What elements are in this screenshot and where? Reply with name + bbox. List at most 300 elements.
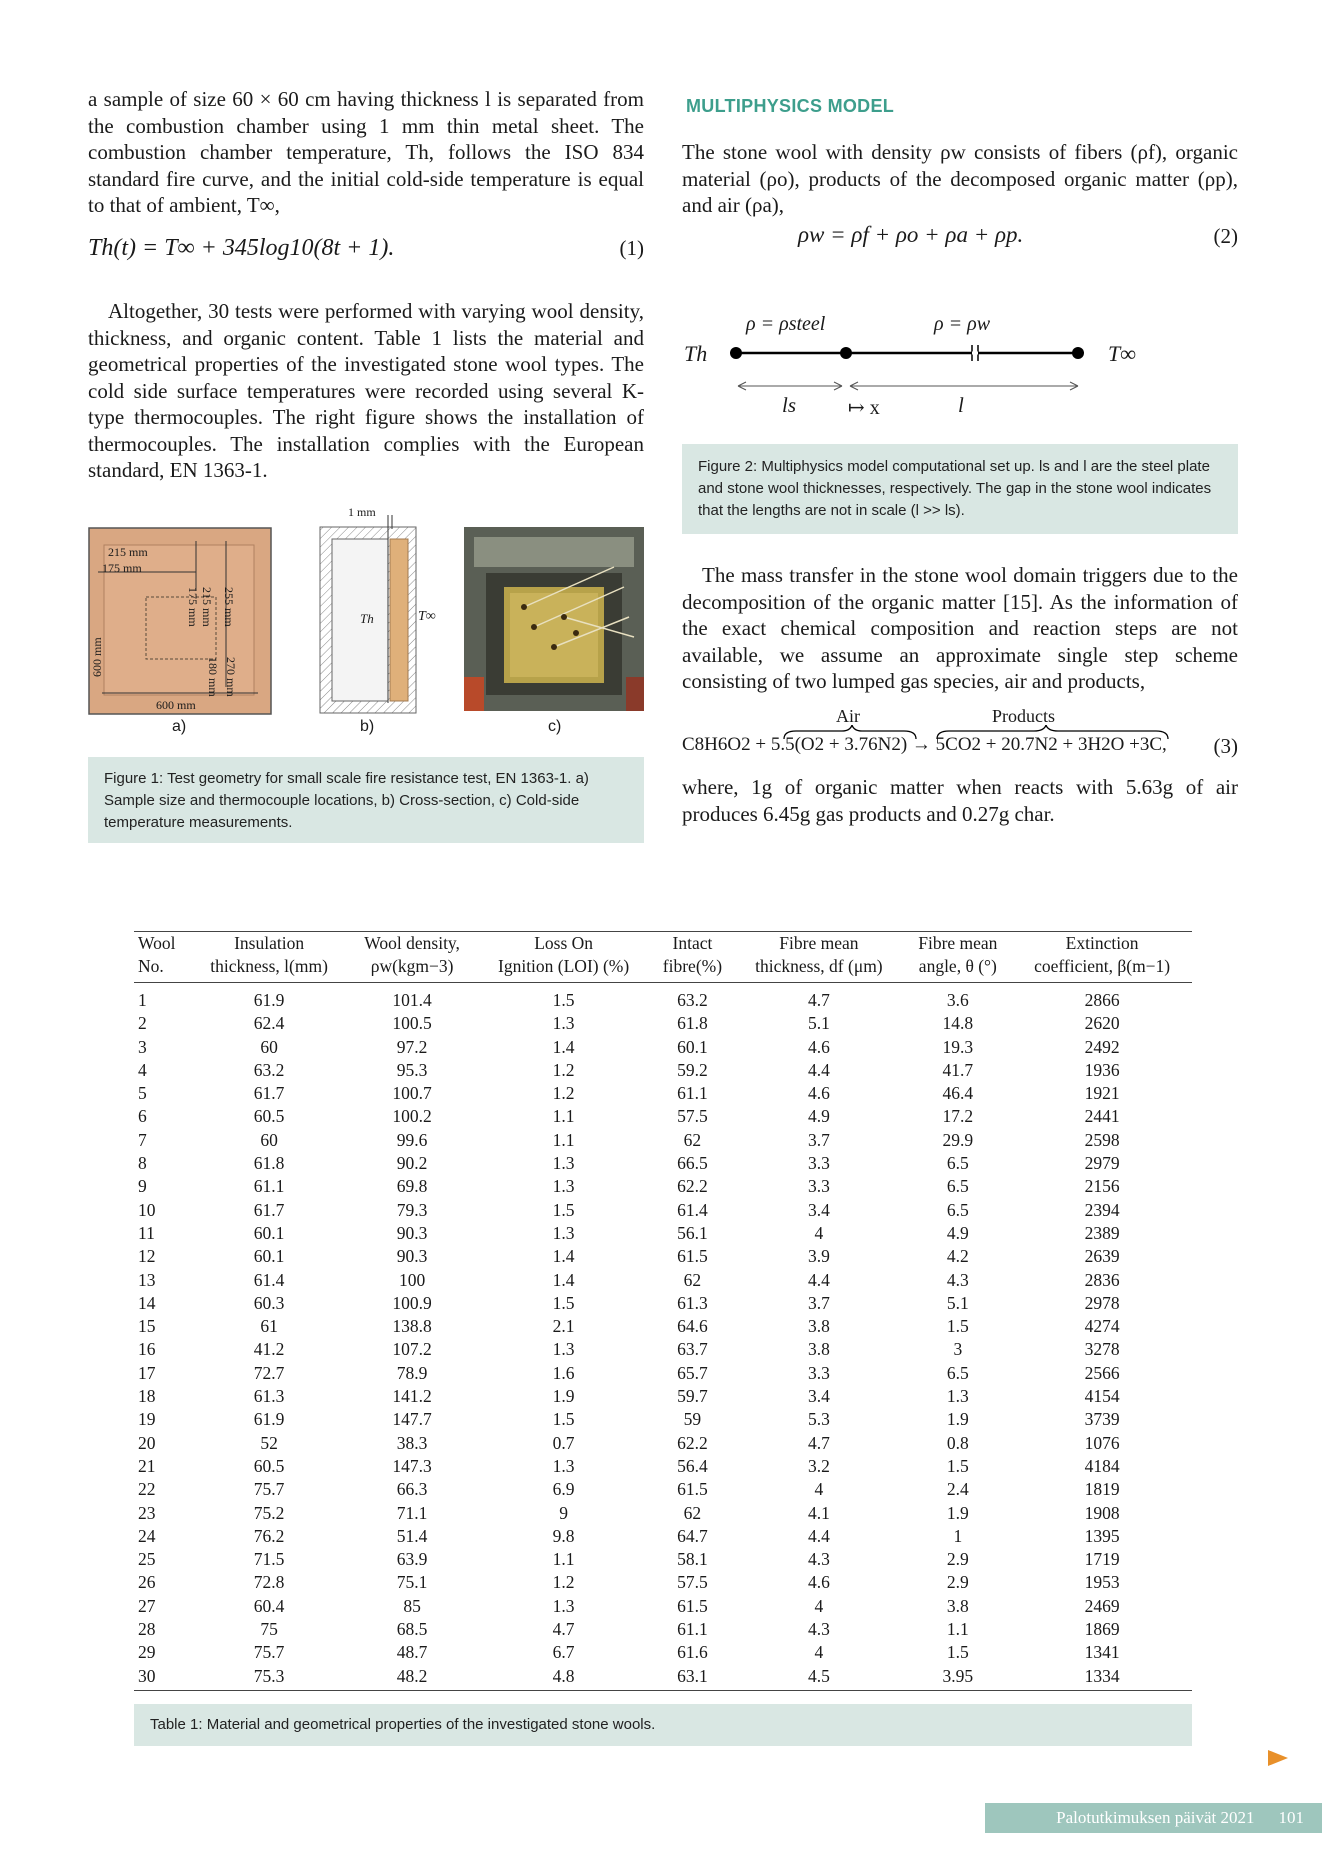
table-cell: 1.6 (552, 1362, 575, 1383)
table-cell: 21 (138, 1455, 156, 1476)
table-cell: 61.6 (677, 1642, 708, 1663)
page-footer (985, 1803, 1322, 1833)
equation-1 (88, 235, 644, 262)
table-cell: 66.5 (677, 1153, 708, 1174)
table-cell: 75.2 (253, 1502, 285, 1523)
table-cell: 1.5 (552, 1409, 575, 1430)
table-cell: 69.8 (396, 1176, 428, 1197)
table-row (134, 1245, 1192, 1268)
fig1a-dim-175-v: 175 mm (186, 587, 200, 627)
table-row (134, 1571, 1192, 1594)
table-cell: 1.5 (552, 1199, 575, 1220)
table-cell: 61.5 (677, 1595, 708, 1616)
properties-table-wrap (134, 931, 1192, 1691)
right-paragraph-2-wrap (682, 562, 1238, 695)
table-cell: 4.9 (807, 1106, 830, 1127)
table-header-cell: Intact (672, 933, 713, 953)
fig1b-th-label: Th (360, 611, 374, 626)
table-cell: 15 (138, 1316, 156, 1337)
table-cell: 65.7 (677, 1362, 708, 1383)
table-cell: 63.2 (253, 1059, 285, 1080)
intro-paragraph: a sample of size 60 × 60 cm having thickness l is separated from the combustion chamber using 1 mm thin metal sheet. The combustion chamber temperature, Th, follows the ISO 834 standard fire curve, and the initial cold-side temperature is equal to that of ambient, T∞, (88, 87, 644, 217)
table-cell: 3 (138, 1036, 147, 1057)
table-cell: 64.7 (677, 1525, 708, 1546)
table-cell: 1.1 (946, 1619, 969, 1640)
equation-3-air-label: Air (836, 706, 860, 726)
table-cell: 61.3 (677, 1292, 708, 1313)
table-cell: 138.8 (392, 1316, 432, 1337)
figure-1c-photo (464, 527, 644, 711)
table-cell: 60.1 (253, 1222, 285, 1243)
table-cell: 8 (138, 1153, 147, 1174)
table-cell: 4.3 (807, 1619, 830, 1640)
table-cell: 4.7 (807, 1432, 830, 1453)
table-cell: 1334 (1084, 1665, 1120, 1686)
table-cell: 61.8 (253, 1153, 285, 1174)
table-cell: 60 (260, 1036, 278, 1057)
table-cell: 1.4 (552, 1036, 575, 1057)
table-cell: 107.2 (392, 1339, 432, 1360)
table-row (134, 1152, 1192, 1175)
table-cell: 62 (683, 1129, 702, 1150)
table-cell: 71.1 (396, 1502, 428, 1523)
table-cell: 1.1 (552, 1129, 575, 1150)
fig1a-dim-600-h: 600 mm (156, 698, 196, 712)
table-cell: 61.9 (253, 990, 285, 1010)
table-cell: 6.7 (552, 1642, 575, 1663)
table-cell: 1953 (1084, 1572, 1120, 1593)
table-cell: 2389 (1084, 1222, 1120, 1243)
footer-journal: Palotutkimuksen päivät 2021 (1056, 1808, 1255, 1827)
table-header-cell: coefficient, β(m−1) (1034, 956, 1171, 976)
table-cell: 3.4 (807, 1199, 830, 1220)
section-heading: MULTIPHYSICS MODEL (686, 96, 895, 116)
table-cell: 27 (138, 1595, 156, 1616)
table-cell: 9.8 (552, 1525, 575, 1546)
table-cell: 6.5 (946, 1176, 969, 1197)
fig1a-dim-175-h: 175 mm (102, 561, 142, 575)
right-paragraph-3-wrap (682, 774, 1238, 827)
table-row (134, 1338, 1192, 1361)
table-cell: 63.2 (677, 990, 708, 1010)
table-cell: 2441 (1084, 1106, 1120, 1127)
table-cell: 59.2 (677, 1059, 708, 1080)
table-row (134, 1362, 1192, 1385)
table-cell: 4.7 (807, 990, 830, 1010)
table-cell: 60.1 (253, 1246, 285, 1267)
table-cell: 6.9 (552, 1479, 575, 1500)
table-cell: 147.3 (392, 1455, 432, 1476)
table-row (134, 1502, 1192, 1525)
table-header-cell: angle, θ (°) (918, 956, 997, 976)
fig1a-dim-180-v: 180 mm (206, 657, 220, 697)
table-cell: 4 (814, 1595, 824, 1616)
table-cell: 4.6 (807, 1572, 830, 1593)
table-cell: 3.9 (807, 1246, 830, 1267)
table-cell: 78.9 (396, 1362, 428, 1383)
table-cell: 52 (260, 1432, 278, 1453)
table-cell: 1.4 (552, 1269, 575, 1290)
table-cell: 62 (683, 1502, 702, 1523)
table-row (134, 1478, 1192, 1501)
fig1a-dim-215-v: 215 mm (200, 587, 214, 627)
table-cell: 0.7 (552, 1432, 575, 1453)
figure-2-caption: Figure 2: Multiphysics model computational set up. ls and l are the steel plate and stone wool thicknesses, respectively. The gap in the stone wool indicates that the lengths are not in scale (l >> ls). (682, 444, 1238, 534)
table-cell: 3.7 (807, 1292, 830, 1313)
equation-1-text: Th(t) = T∞ + 345log10(8t + 1). (88, 235, 395, 261)
table-cell: 4.7 (552, 1619, 575, 1640)
table-cell: 60.5 (253, 1106, 285, 1127)
table-cell: 25 (138, 1549, 156, 1570)
table-cell: 9 (138, 1176, 147, 1197)
table-cell: 63.1 (677, 1665, 708, 1686)
table-cell: 3278 (1084, 1339, 1120, 1360)
table-cell: 1.1 (552, 1106, 575, 1127)
table-cell: 1.3 (552, 1013, 575, 1034)
table-cell: 100.7 (392, 1083, 432, 1104)
figure-2 (682, 305, 1238, 425)
table-row (134, 1315, 1192, 1338)
table-cell: 3739 (1084, 1409, 1120, 1430)
fig2-rho-steel: ρ = ρsteel (746, 313, 826, 335)
table-cell: 2978 (1084, 1292, 1120, 1313)
table-cell: 1.5 (946, 1642, 969, 1663)
table-cell: 71.5 (253, 1549, 285, 1570)
table-header-cell: thickness, l(mm) (210, 956, 328, 976)
table-cell: 3.2 (807, 1455, 830, 1476)
table-cell: 13 (138, 1269, 156, 1290)
table-cell: 17 (138, 1362, 156, 1383)
table-cell: 19.3 (942, 1036, 974, 1057)
table-cell: 3.3 (807, 1362, 830, 1383)
table-row (134, 1082, 1192, 1105)
right-paragraph-1: The stone wool with density ρw consists of fibers (ρf), organic material (ρo), products of the decomposed organic matter (ρp), and air (ρa), (682, 140, 1238, 217)
table-cell: 61.1 (677, 1619, 708, 1640)
table-cell: 4 (814, 1642, 824, 1663)
equation-3-products-label: Products (992, 706, 1055, 726)
table-cell: 85 (403, 1595, 421, 1616)
table-cell: 41.7 (942, 1059, 974, 1080)
table-cell: 2639 (1084, 1246, 1120, 1267)
table-header-cell: Insulation (234, 933, 305, 953)
table-cell: 2492 (1084, 1036, 1120, 1057)
table-cell: 4.5 (807, 1665, 830, 1686)
table-cell: 23 (138, 1502, 156, 1523)
table-header-cell: ρw(kgm−3) (370, 956, 454, 976)
next-page-arrow-icon (1268, 1750, 1288, 1766)
table-cell: 4 (814, 1479, 824, 1500)
table-cell: 1.3 (552, 1176, 575, 1197)
table-cell: 1.5 (946, 1455, 969, 1476)
table-cell: 76.2 (253, 1525, 285, 1546)
table-cell: 6.5 (946, 1153, 969, 1174)
table-cell: 90.3 (396, 1246, 428, 1267)
table-cell: 6.5 (946, 1199, 969, 1220)
table-cell: 29.9 (942, 1129, 974, 1150)
table-cell: 48.7 (396, 1642, 428, 1663)
fig1b-1mm-label: 1 mm (348, 505, 376, 519)
table-cell: 75.1 (396, 1572, 428, 1593)
table-cell: 4274 (1084, 1316, 1120, 1337)
table-cell: 58.1 (677, 1549, 708, 1570)
table-cell: 3.8 (807, 1339, 830, 1360)
table-cell: 0.8 (946, 1432, 969, 1453)
table-cell: 60.5 (253, 1455, 285, 1476)
table-cell: 1.1 (552, 1549, 575, 1570)
table-cell: 62.2 (677, 1432, 708, 1453)
table-cell: 11 (138, 1222, 155, 1243)
table-cell: 14 (138, 1292, 156, 1313)
table-row (134, 1525, 1192, 1548)
table-cell: 1.3 (946, 1386, 969, 1407)
table-cell: 17.2 (942, 1106, 974, 1127)
table-cell: 9 (559, 1502, 568, 1523)
fig2-l: l (958, 393, 964, 417)
table-cell: 61.3 (253, 1386, 285, 1407)
fig1a-dim-255-v: 255 mm (222, 587, 236, 627)
table-cell: 2.9 (946, 1572, 969, 1593)
table-cell: 62.4 (253, 1013, 285, 1034)
table-row (134, 1455, 1192, 1478)
table-cell: 6 (138, 1106, 147, 1127)
table-header-cell: fibre(%) (662, 956, 723, 976)
table-cell: 1921 (1084, 1083, 1120, 1104)
table-row (134, 1385, 1192, 1408)
table-cell: 100.9 (392, 1292, 432, 1313)
table-cell: 1.3 (552, 1222, 575, 1243)
table-header-cell: Wool density, (364, 933, 460, 953)
table-cell: 4.6 (807, 1036, 830, 1057)
table-cell: 41.2 (253, 1339, 285, 1360)
table-header-cell: Fibre mean (779, 933, 859, 953)
table-row (134, 1012, 1192, 1035)
table-header-cell: thickness, df (μm) (755, 956, 883, 976)
table-cell: 3.4 (807, 1386, 830, 1407)
fig2-ls: ls (782, 393, 797, 417)
table-cell: 4.4 (807, 1269, 830, 1290)
table-cell: 60.3 (253, 1292, 285, 1313)
table-cell: 64.6 (677, 1316, 708, 1337)
table-row (134, 1175, 1192, 1198)
table-cell: 68.5 (396, 1619, 428, 1640)
table-cell: 1.4 (552, 1246, 575, 1267)
table-cell: 72.8 (253, 1572, 285, 1593)
table-cell: 38.3 (396, 1432, 428, 1453)
table-cell: 1 (953, 1525, 963, 1546)
table-cell: 79.3 (396, 1199, 428, 1220)
table-cell: 4.6 (807, 1083, 830, 1104)
table-cell: 60.4 (253, 1595, 285, 1616)
table-row (134, 983, 1192, 1013)
table-cell: 1719 (1084, 1549, 1120, 1570)
table-cell: 147.7 (392, 1409, 432, 1430)
table-cell: 14.8 (942, 1013, 974, 1034)
fig1-label-b: b) (360, 718, 375, 735)
table-cell: 61.1 (677, 1083, 708, 1104)
table-cell: 60 (260, 1129, 278, 1150)
table-row (134, 1269, 1192, 1292)
table-cell: 1.9 (946, 1409, 969, 1430)
table-row (134, 1595, 1192, 1618)
table-cell: 61.7 (253, 1199, 285, 1220)
table-cell: 1819 (1084, 1479, 1120, 1500)
equation-2-number: (2) (1213, 224, 1238, 248)
table-cell: 2.4 (946, 1479, 969, 1500)
equation-3-number: (3) (1213, 734, 1238, 758)
table-cell: 97.2 (396, 1036, 428, 1057)
table-cell: 16 (138, 1339, 156, 1360)
right-paragraph-1-wrap (682, 139, 1238, 219)
table-cell: 2156 (1084, 1176, 1120, 1197)
table-cell: 4 (138, 1059, 147, 1080)
table-cell: 1869 (1084, 1619, 1120, 1640)
table-cell: 29 (138, 1642, 156, 1663)
table-cell: 3.7 (807, 1129, 830, 1150)
table-cell: 90.2 (396, 1153, 428, 1174)
table-cell: 1 (138, 990, 147, 1010)
table-body (134, 983, 1192, 1688)
table-cell: 7 (138, 1129, 147, 1150)
table-cell: 24 (138, 1525, 156, 1546)
table-cell: 19 (138, 1409, 156, 1430)
table-cell: 63.7 (677, 1339, 708, 1360)
table-cell: 4.4 (807, 1525, 830, 1546)
table-cell: 2566 (1084, 1362, 1120, 1383)
figure-1-caption: Figure 1: Test geometry for small scale fire resistance test, EN 1363-1. a) Sample size and thermocouple locations, b) Cross-section, c) Cold-side temperature measurements. (88, 757, 644, 843)
table-cell: 1076 (1084, 1432, 1120, 1453)
table-cell: 75.7 (253, 1642, 285, 1663)
table-cell: 30 (138, 1665, 156, 1686)
table-cell: 1341 (1084, 1642, 1120, 1663)
table-cell: 60.1 (677, 1036, 708, 1057)
table-row (134, 1036, 1192, 1059)
fig2-tinf: T∞ (1108, 341, 1136, 366)
table-cell: 3.6 (946, 990, 969, 1010)
table-header-cell: Fibre mean (918, 933, 998, 953)
table-row (134, 1199, 1192, 1222)
left-paragraph-2: Altogether, 30 tests were performed with varying wool density, thickness, and organic content. Table 1 lists the material and geometrical properties of the investigated stone wool types. The cold side surface temperatures were recorded using several K-type thermocouples. The right figure shows the installation of thermocouples. The installation complies with the European standard, EN 1363-1. (88, 299, 644, 482)
table-cell: 75.7 (253, 1479, 285, 1500)
table-cell: 56.4 (677, 1455, 708, 1476)
table-cell: 1395 (1084, 1525, 1120, 1546)
table-cell: 3.3 (807, 1153, 830, 1174)
table-row (134, 1292, 1192, 1315)
table-header-row-1 (134, 932, 1192, 955)
table-cell: 1.9 (552, 1386, 575, 1407)
table-cell: 62 (683, 1269, 702, 1290)
fig1a-dim-600-v: 600 mm (90, 637, 104, 677)
table-row (134, 1641, 1192, 1664)
table-cell: 3.8 (946, 1595, 969, 1616)
table-cell: 63.9 (396, 1549, 428, 1570)
table-header-cell: Ignition (LOI) (%) (498, 956, 630, 976)
table-cell: 90.3 (396, 1222, 428, 1243)
table-cell: 1936 (1084, 1059, 1120, 1080)
table-cell: 61.4 (677, 1199, 708, 1220)
table-cell: 22 (138, 1479, 156, 1500)
table-cell: 3 (953, 1339, 963, 1360)
table-cell: 4.4 (807, 1059, 830, 1080)
equation-2-text: ρw = ρf + ρo + ρa + ρp. (798, 222, 1024, 247)
table-cell: 61.9 (253, 1409, 285, 1430)
table-cell: 46.4 (942, 1083, 974, 1104)
table-cell: 1908 (1084, 1502, 1120, 1523)
table-cell: 2979 (1084, 1153, 1120, 1174)
table-cell: 4.3 (946, 1269, 969, 1290)
table-cell: 61 (260, 1316, 278, 1337)
table-cell: 61.5 (677, 1479, 708, 1500)
fig1a-dim-270-v: 270 mm (224, 657, 238, 697)
table-cell: 95.3 (396, 1059, 428, 1080)
table-cell: 4.2 (946, 1246, 969, 1267)
table-row (134, 1408, 1192, 1431)
table-cell: 5 (138, 1083, 147, 1104)
table-cell: 61.1 (253, 1176, 285, 1197)
table-cell: 56.1 (677, 1222, 708, 1243)
table-cell: 1.3 (552, 1455, 575, 1476)
table-cell: 4 (814, 1222, 824, 1243)
table-cell: 99.6 (396, 1129, 428, 1150)
fig1-label-a: a) (172, 718, 187, 735)
table-cell: 4.1 (807, 1502, 830, 1523)
table-cell: 3.95 (942, 1665, 974, 1686)
table-row (134, 1222, 1192, 1245)
left-column (88, 86, 644, 219)
table-row (134, 1548, 1192, 1571)
table-cell: 1.2 (552, 1059, 575, 1080)
fig1b-tinf-label: T∞ (418, 609, 436, 624)
table-cell: 66.3 (396, 1479, 428, 1500)
table-cell: 61.7 (253, 1083, 285, 1104)
table-cell: 2620 (1084, 1013, 1120, 1034)
table-cell: 100 (398, 1269, 426, 1290)
table-cell: 59 (683, 1409, 702, 1430)
table-cell: 2836 (1084, 1269, 1120, 1290)
properties-table (134, 932, 1192, 1688)
table-cell: 61.5 (677, 1246, 708, 1267)
table-cell: 2598 (1084, 1129, 1120, 1150)
table-header-cell: Wool (138, 933, 176, 953)
table-cell: 1.2 (552, 1083, 575, 1104)
footer-page-number: 101 (1278, 1808, 1304, 1827)
table-cell: 4.3 (807, 1549, 830, 1570)
table-cell: 100.2 (392, 1106, 432, 1127)
table-1-caption: Table 1: Material and geometrical properties of the investigated stone wools. (134, 1704, 1192, 1746)
table-cell: 1.3 (552, 1595, 575, 1616)
table-cell: 101.4 (392, 990, 432, 1010)
table-cell: 141.2 (392, 1386, 432, 1407)
table-cell: 3.8 (807, 1316, 830, 1337)
right-paragraph-2: The mass transfer in the stone wool domain triggers due to the decomposition of the organic matter [15]. As the information of the exact chemical composition and reaction steps are not available, we assume an approximate single step scheme consisting of two lumped gas species, air and products, (682, 563, 1238, 693)
table-cell: 1.2 (552, 1572, 575, 1593)
table-cell: 1.3 (552, 1339, 575, 1360)
table-cell: 5.3 (807, 1409, 830, 1430)
table-cell: 75.3 (253, 1665, 285, 1686)
table-row (134, 1432, 1192, 1455)
fig1a-dim-215-h: 215 mm (108, 545, 148, 559)
table-cell: 20 (138, 1432, 156, 1453)
table-cell: 12 (138, 1246, 156, 1267)
table-cell: 26 (138, 1572, 156, 1593)
table-cell: 4154 (1084, 1386, 1120, 1407)
figure-1 (88, 505, 644, 745)
fig2-x: ↦ x (848, 397, 880, 419)
table-header-row-2 (134, 955, 1192, 983)
table-cell: 59.7 (677, 1386, 708, 1407)
table-cell: 61.8 (677, 1013, 708, 1034)
table-row (134, 1129, 1192, 1152)
table-cell: 4.9 (946, 1222, 969, 1243)
